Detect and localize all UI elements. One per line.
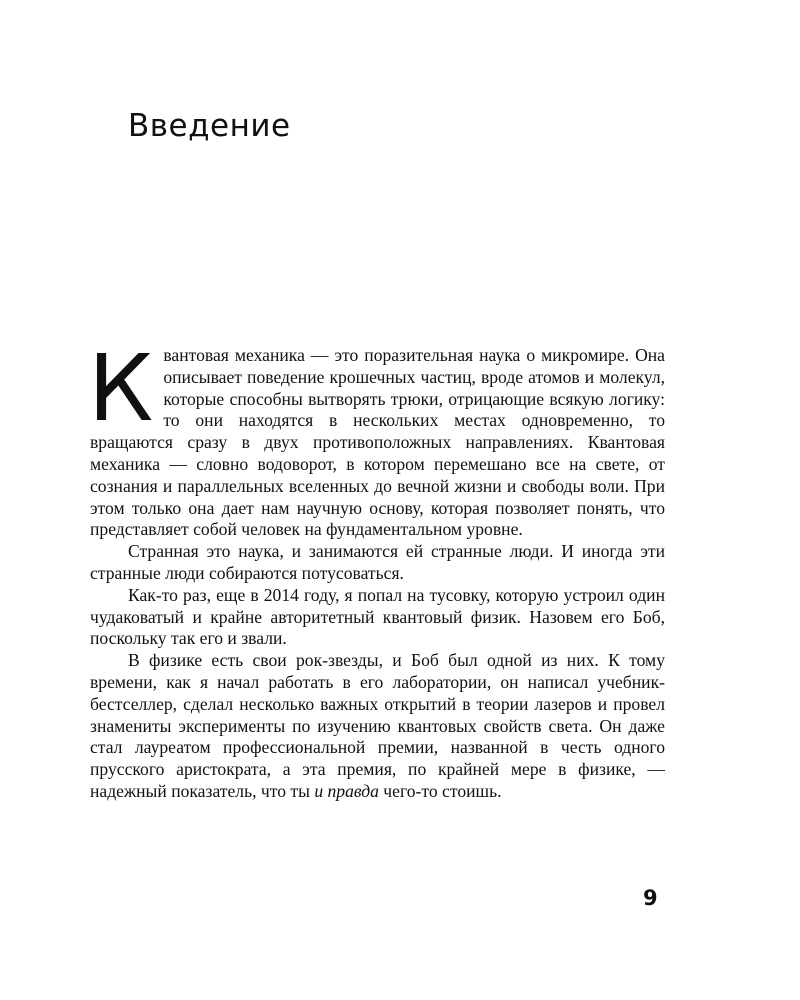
paragraph-3: Как-то раз, еще в 2014 году, я попал на тусовку, которую устроил один чудаковатый и крайне авторитетный квантовый физик. Назовем его Боб, поскольку так его и звали.: [90, 584, 665, 649]
drop-cap: К: [88, 335, 154, 442]
paragraph-4-text-after: чего-то стоишь.: [378, 780, 502, 801]
paragraph-4: [90, 650, 665, 803]
paragraph-4-emphasis: и правда: [314, 780, 379, 801]
paragraph-1: [88, 335, 665, 541]
page-number: 9: [643, 886, 658, 910]
body-text: [88, 335, 665, 803]
paragraph-4-text-before: В физике есть свои рок-звезды, и Боб был одной из них. К тому времени, как я начал работать в его лаборатории, он написал учебник-бестселлер, сделал несколько важных открытий в теории лазеров и провел знамениты эксперименты по изучению квантовых свойств света. Он даже стал лауреатом профессиональной премии, названной в честь одного прусского аристократа, а эта премия, по крайней мере в физике, — надежный показатель, что ты: [90, 650, 665, 801]
paragraph-1-text: вантовая механика — это поразительная наука о микромире. Она описывает поведение крошечных частиц, вроде атомов и молекул, которые способны вытворять трюки, отрицающие всякую логику: то они находятся в нескольких местах одновременно, то вращаются сразу в двух противоположных направлениях. Квантовая механика — словно водоворот, в котором перемешано все на свете, от сознания и параллельных вселенных до вечной жизни и свободы воли. При этом только она дает нам научную основу, которая позволяет понять, что представляет собой человек на фундаментальном уровне.: [90, 345, 665, 540]
paragraph-2: Странная это наука, и занимаются ей странные люди. И иногда эти странные люди собираются потусоваться.: [90, 541, 665, 583]
chapter-title: Введение: [128, 108, 291, 144]
